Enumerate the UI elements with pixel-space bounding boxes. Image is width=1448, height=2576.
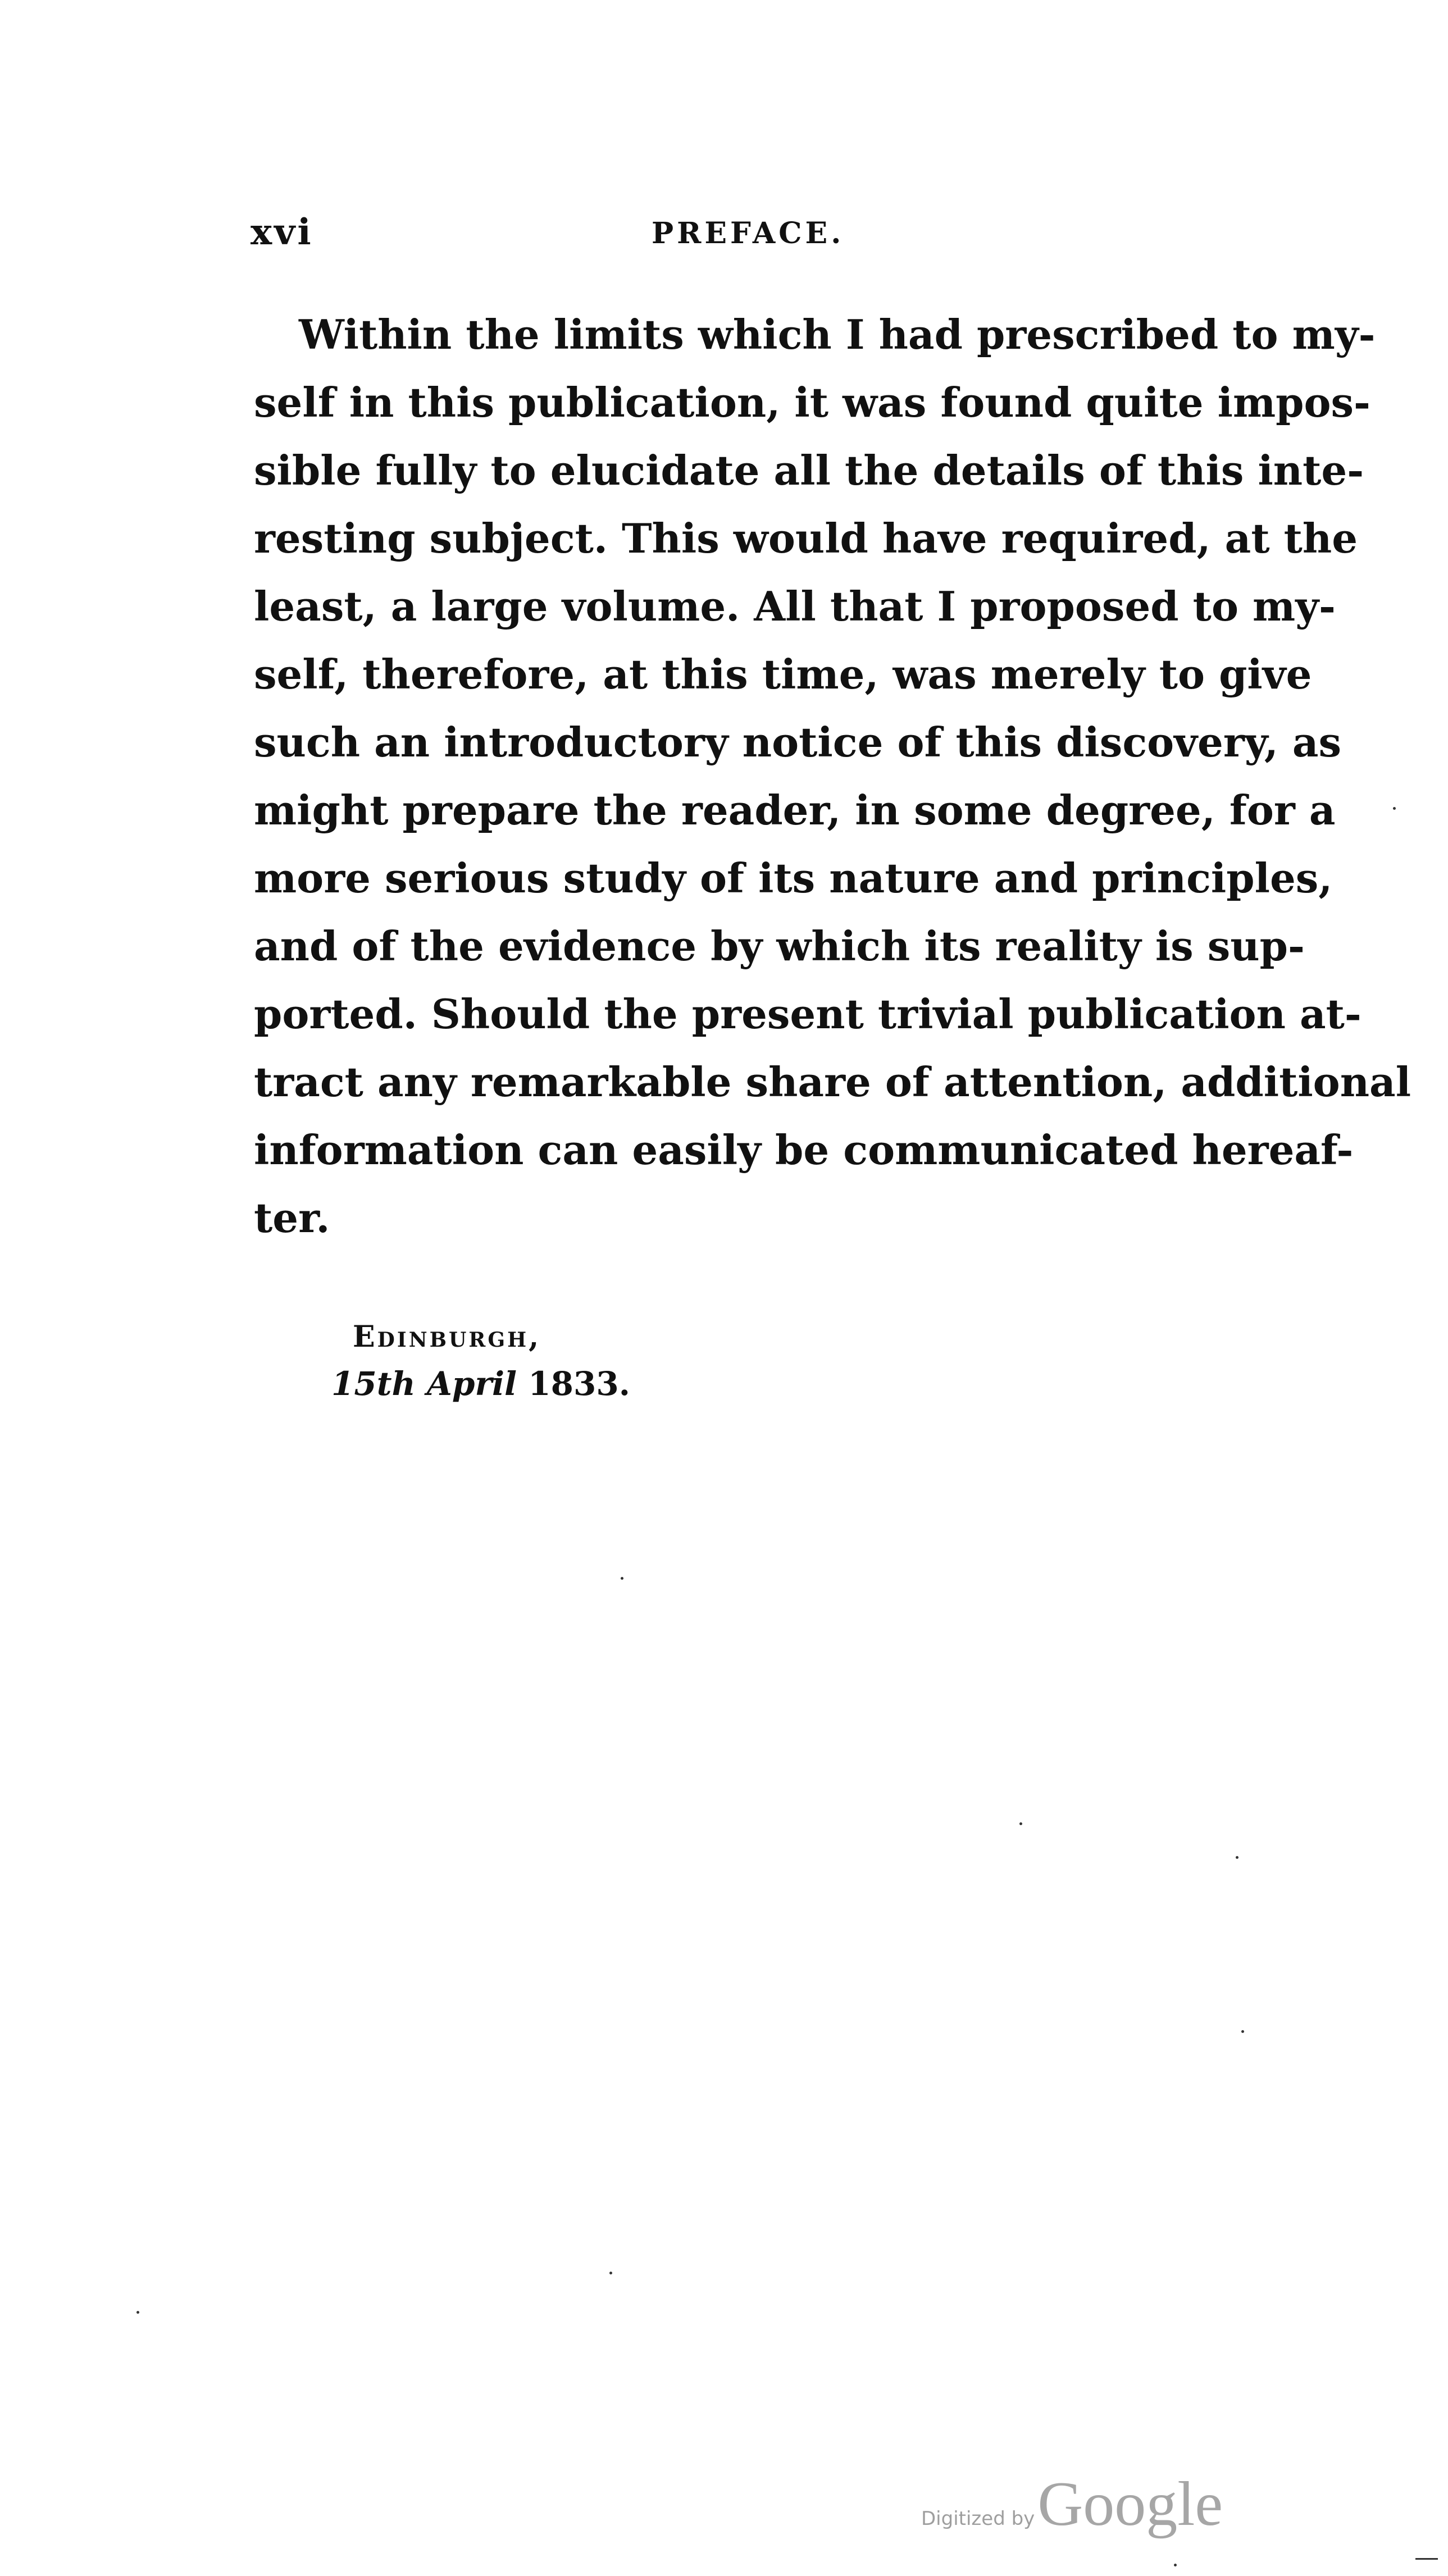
body-line: such an introductory notice of this discovery, as: [254, 718, 1342, 766]
scan-speck: [1415, 2558, 1438, 2560]
scan-speck: [1174, 2564, 1177, 2566]
digitized-watermark: [921, 2468, 1223, 2541]
signoff-place: Edinburgh,: [353, 1320, 541, 1354]
body-line: self in this publication, it was found quite impos-: [254, 379, 1370, 426]
signoff-date: [331, 1365, 630, 1403]
date-day: 15th: [331, 1365, 416, 1403]
body-line: tract any remarkable share of attention, additional: [254, 1058, 1411, 1106]
body-line: ter.: [254, 1194, 330, 1242]
body-line: and of the evidence by which its reality is sup-: [254, 922, 1305, 970]
body-line: self, therefore, at this time, was merely to give: [254, 650, 1312, 698]
body-line: sible fully to elucidate all the details of this inte-: [254, 446, 1364, 494]
date-month: April: [426, 1365, 517, 1403]
scan-speck: [1393, 807, 1396, 810]
scan-speck: [1019, 1822, 1022, 1825]
running-head: PREFACE.: [652, 216, 845, 250]
body-line: might prepare the reader, in some degree, for a: [254, 786, 1336, 834]
body-line: resting subject. This would have required, at the: [254, 514, 1358, 562]
preface-body: [254, 300, 1411, 1252]
page-number: xvi: [251, 211, 313, 253]
body-line: more serious study of its nature and principles,: [254, 854, 1333, 902]
scan-speck: [136, 2311, 139, 2314]
date-year: 1833.: [528, 1365, 630, 1403]
body-line: ported. Should the present trivial publication at-: [254, 990, 1362, 1038]
body-line: Within the limits which I had prescribed to my-: [299, 311, 1376, 358]
scan-speck: [1236, 1856, 1238, 1859]
scan-speck: [621, 1577, 623, 1580]
google-logo: Google: [1037, 2469, 1223, 2539]
body-line: least, a large volume. All that I proposed to my-: [254, 582, 1336, 630]
scan-speck: [609, 2272, 612, 2274]
body-line: information can easily be communicated hereaf-: [254, 1126, 1354, 1174]
watermark-prefix: Digitized by: [921, 2507, 1035, 2530]
scan-speck: [1241, 2030, 1244, 2033]
